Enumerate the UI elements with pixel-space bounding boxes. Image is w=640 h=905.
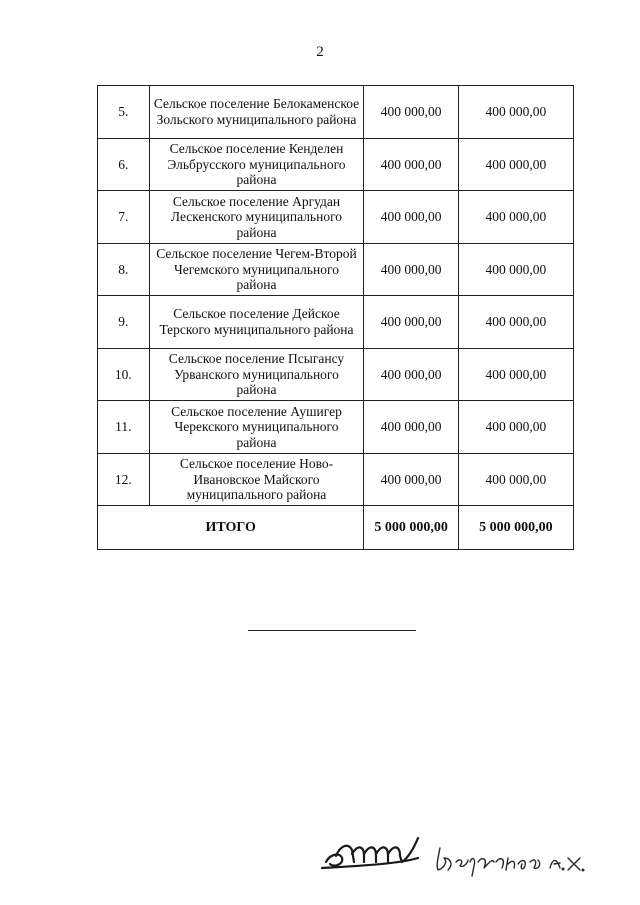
amount-cell: 400 000,00 [458,401,573,454]
signature-scribble [322,838,418,868]
row-number: 11. [98,401,150,454]
table-row [98,86,574,139]
amount-cell: 400 000,00 [458,243,573,296]
table-row [98,348,574,401]
amount-cell: 400 000,00 [458,86,573,139]
allocation-table [97,85,574,550]
separator-line [248,630,416,631]
settlement-name: Сельское поселение Белокаменское Зольского муниципального района [149,86,364,139]
amount-cell: 400 000,00 [364,453,458,506]
row-number: 12. [98,453,150,506]
settlement-name: Сельское поселение Ново-Ивановское Майского муниципального района [149,453,364,506]
page-number: 2 [316,44,324,60]
settlement-name: Сельское поселение Дейское Терского муниципального района [149,296,364,349]
total-amount: 5 000 000,00 [458,506,573,550]
amount-cell: 400 000,00 [364,401,458,454]
total-amount: 5 000 000,00 [364,506,458,550]
table-row [98,243,574,296]
table-row [98,296,574,349]
amount-cell: 400 000,00 [364,348,458,401]
row-number: 6. [98,138,150,191]
amount-cell: 400 000,00 [458,296,573,349]
settlement-name: Сельское поселение Аргудан Лескенского муниципального района [149,191,364,244]
total-label: ИТОГО [98,506,364,550]
table-row [98,191,574,244]
row-number: 9. [98,296,150,349]
amount-cell: 400 000,00 [458,453,573,506]
row-number: 5. [98,86,150,139]
settlement-name: Сельское поселение Псыгансу Урванского муниципального района [149,348,364,401]
settlement-name: Сельское поселение Кенделен Эльбрусского муниципального района [149,138,364,191]
amount-cell: 400 000,00 [364,86,458,139]
amount-cell: 400 000,00 [364,191,458,244]
amount-cell: 400 000,00 [364,296,458,349]
handwritten-signature [318,828,588,884]
table-row [98,453,574,506]
settlement-name: Сельское поселение Чегем-Второй Чегемского муниципального района [149,243,364,296]
row-number: 7. [98,191,150,244]
amount-cell: 400 000,00 [364,243,458,296]
amount-cell: 400 000,00 [458,138,573,191]
table-row [98,138,574,191]
amount-cell: 400 000,00 [458,191,573,244]
row-number: 8. [98,243,150,296]
total-row [98,506,574,550]
amount-cell: 400 000,00 [458,348,573,401]
row-number: 10. [98,348,150,401]
handwritten-name [437,848,584,876]
amount-cell: 400 000,00 [364,138,458,191]
settlement-name: Сельское поселение Аушигер Черекского муниципального района [149,401,364,454]
table-row [98,401,574,454]
